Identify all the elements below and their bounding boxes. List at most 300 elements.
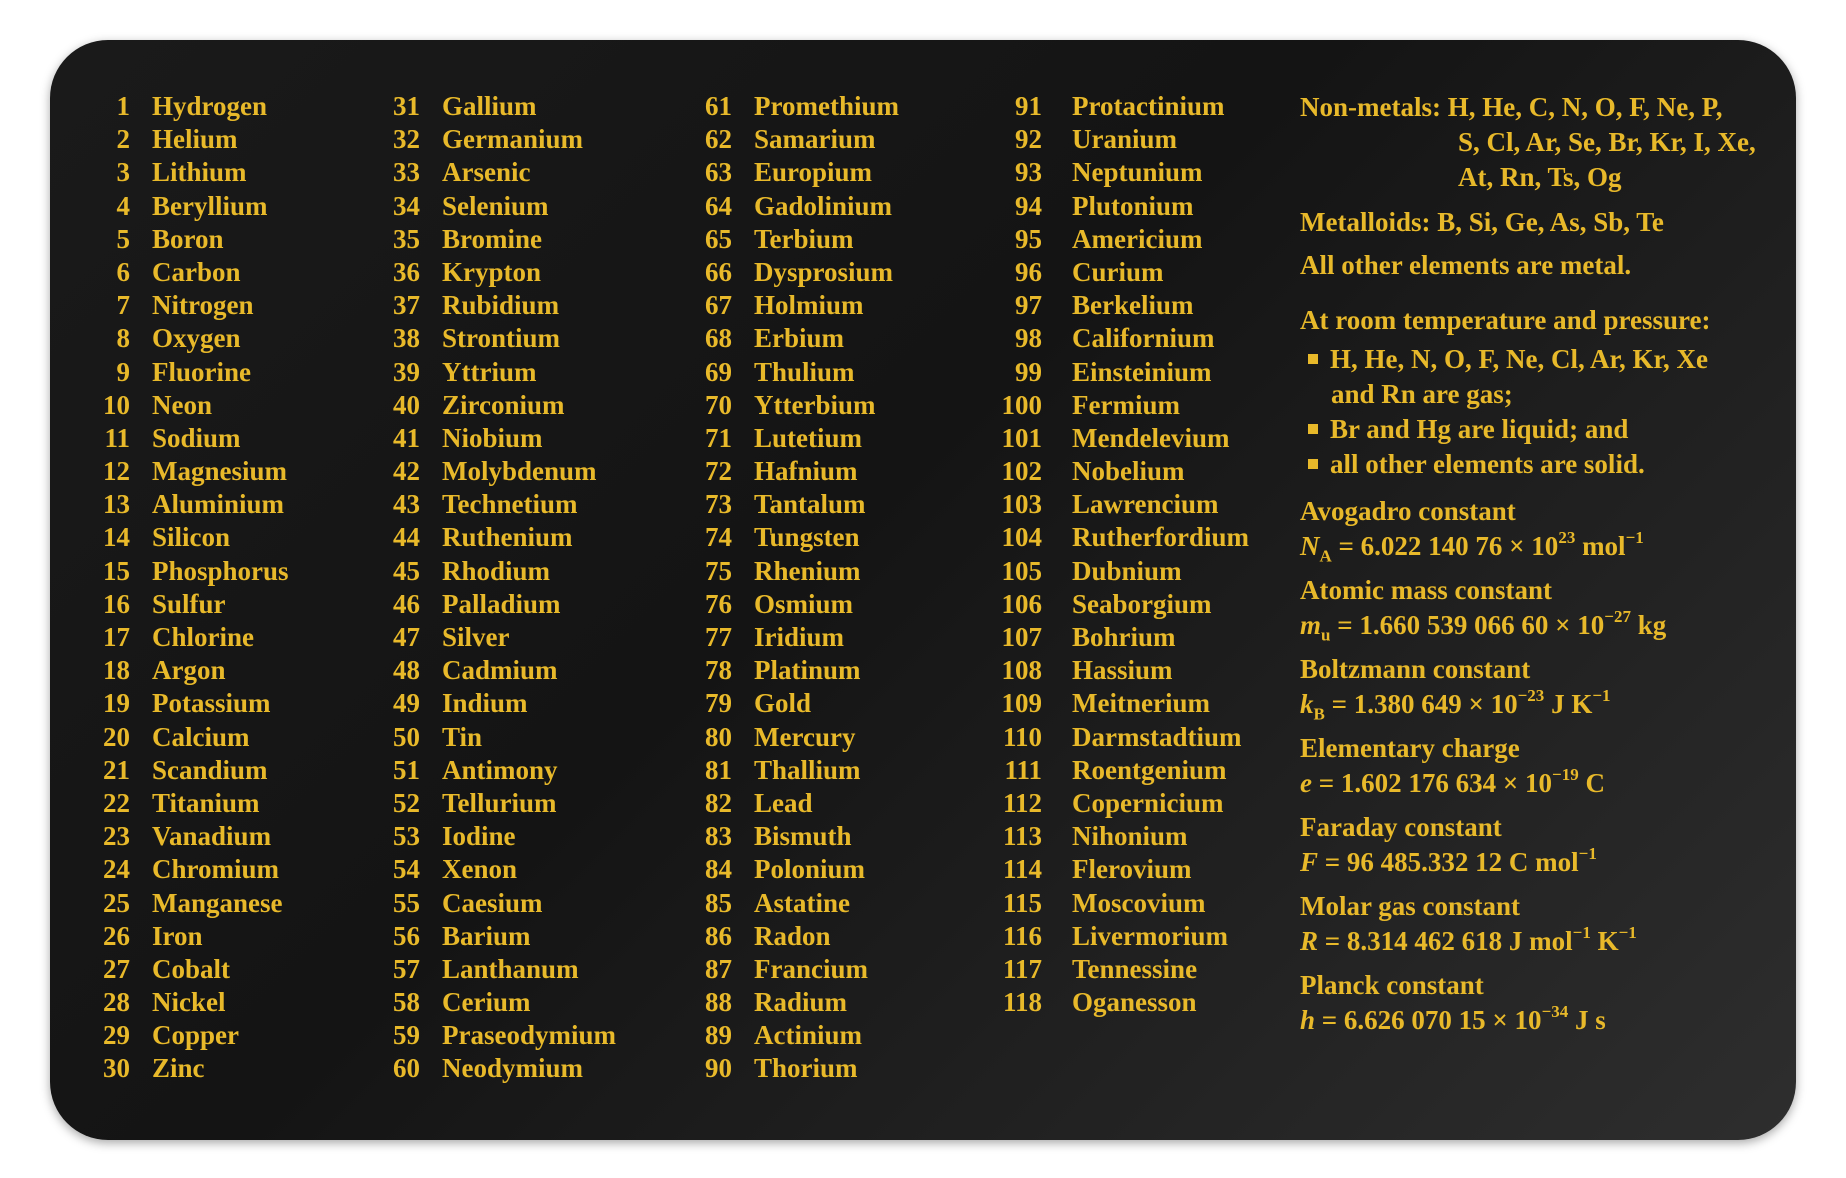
elements-column-2 [368, 90, 616, 1086]
element-row [970, 555, 1249, 588]
atomic-number: 112 [1002, 787, 1042, 818]
constant-sym: m [1300, 610, 1322, 640]
element-row [90, 190, 289, 223]
atomic-number: 102 [1001, 456, 1042, 487]
element-row [368, 721, 616, 754]
atomic-number: 83 [705, 821, 732, 852]
element-name: Germanium [442, 124, 583, 155]
element-name: Praseodymium [442, 1020, 616, 1051]
element-row [90, 1019, 289, 1052]
element-name: Holmium [754, 290, 864, 321]
element-name: Zirconium [442, 389, 565, 420]
gas-continued: and Rn are gas; [1331, 379, 1513, 409]
atomic-number: 118 [1002, 987, 1042, 1018]
element-row [90, 488, 289, 521]
element-name: Calcium [152, 721, 250, 752]
element-name: Thorium [754, 1053, 858, 1084]
constant-sym: e [1300, 768, 1312, 798]
element-name: Berkelium [1072, 290, 1194, 321]
elements-column-3 [680, 90, 899, 1086]
element-name: Erbium [754, 323, 845, 354]
element-row [680, 322, 899, 355]
element-row [680, 1019, 899, 1052]
constant-val1: = 1.660 539 066 60 × 10 [1330, 610, 1605, 640]
atomic-number: 115 [1002, 887, 1042, 918]
constant-value [1300, 687, 1780, 722]
element-name: Rubidium [442, 290, 560, 321]
element-name: Lutetium [754, 422, 862, 453]
element-name: Copper [152, 1020, 239, 1051]
element-name: Protactinium [1072, 91, 1225, 121]
element-row [368, 223, 616, 256]
element-name: Americium [1072, 223, 1203, 254]
atomic-number: 80 [705, 721, 732, 752]
constant-title: Atomic mass constant [1300, 575, 1552, 605]
element-name: Darmstadtium [1072, 721, 1242, 752]
element-row [680, 488, 899, 521]
element-name: Helium [152, 124, 238, 155]
atomic-number: 29 [103, 1020, 130, 1051]
element-row [680, 787, 899, 820]
element-row [680, 356, 899, 389]
element-row [368, 289, 616, 322]
atomic-number: 75 [705, 555, 732, 586]
element-row [680, 920, 899, 953]
element-row [368, 953, 616, 986]
element-name: Tungsten [754, 522, 860, 553]
atomic-number: 15 [103, 555, 130, 586]
bullet-icon [1308, 354, 1318, 364]
atomic-number: 19 [103, 688, 130, 719]
atomic-number: 23 [103, 821, 130, 852]
element-name: Fluorine [152, 356, 251, 387]
constant-exp2: −1 [1625, 528, 1644, 547]
element-row [368, 754, 616, 787]
element-row [970, 322, 1249, 355]
atomic-number: 2 [116, 124, 130, 155]
element-name: Chromium [152, 854, 280, 885]
element-row [680, 986, 899, 1019]
atomic-number: 6 [116, 256, 130, 287]
constant-val2: J K [1544, 689, 1593, 719]
element-name: Bohrium [1072, 622, 1176, 652]
atomic-number: 39 [393, 356, 420, 387]
atomic-number: 58 [393, 987, 420, 1018]
element-row [90, 953, 289, 986]
element-row [970, 853, 1249, 886]
element-row [368, 986, 616, 1019]
element-name: Nihonium [1072, 821, 1188, 852]
element-name: Cerium [442, 987, 531, 1018]
element-name: Oxygen [152, 323, 241, 354]
atomic-number: 49 [393, 688, 420, 719]
element-name: Hassium [1072, 655, 1173, 686]
atomic-number: 73 [705, 489, 732, 520]
element-row [680, 820, 899, 853]
element-name: Einsteinium [1072, 356, 1212, 387]
element-row [368, 621, 616, 654]
element-name: Sodium [152, 422, 241, 453]
element-row [368, 555, 616, 588]
element-name: Dubnium [1072, 555, 1182, 586]
element-name: Technetium [442, 489, 578, 520]
element-name: Iodine [442, 821, 516, 852]
element-name: Thulium [754, 356, 855, 387]
atomic-number: 97 [1015, 290, 1042, 321]
constant-exp2: −1 [1618, 923, 1637, 942]
element-name: Titanium [152, 787, 260, 818]
atomic-number: 40 [393, 389, 420, 420]
constant-val1: = 1.602 176 634 × 10 [1311, 768, 1553, 798]
atomic-number: 94 [1015, 190, 1042, 221]
atomic-number: 52 [393, 787, 420, 818]
atomic-number: 9 [116, 356, 130, 387]
element-name: Neodymium [442, 1053, 583, 1084]
element-row [970, 986, 1249, 1019]
element-row [90, 422, 289, 455]
element-name: Tellurium [442, 787, 557, 818]
element-name: Beryllium [152, 190, 268, 221]
element-row [368, 322, 616, 355]
element-row [368, 521, 616, 554]
atomic-number: 53 [393, 821, 420, 852]
atomic-number: 78 [705, 655, 732, 686]
element-row [90, 820, 289, 853]
constant-sub: B [1313, 704, 1325, 724]
element-row [970, 687, 1249, 720]
element-row [970, 721, 1249, 754]
element-name: Iridium [754, 622, 845, 652]
atomic-number: 86 [705, 920, 732, 951]
element-row [90, 521, 289, 554]
element-row [680, 621, 899, 654]
element-name: Yttrium [442, 356, 537, 387]
atomic-number: 88 [705, 987, 732, 1018]
rtp-heading: At room temperature and pressure: [1300, 305, 1711, 335]
element-name: Boron [152, 223, 224, 254]
element-name: Argon [152, 655, 226, 686]
atomic-number: 43 [393, 489, 420, 520]
solid-bullet [1300, 447, 1780, 482]
atomic-number: 30 [103, 1053, 130, 1084]
atomic-number: 8 [116, 323, 130, 354]
constant-title: Faraday constant [1300, 812, 1502, 842]
element-row [680, 887, 899, 920]
atomic-number: 85 [705, 887, 732, 918]
elements-column-1 [90, 90, 289, 1086]
atomic-number: 24 [103, 854, 130, 885]
element-name: Neon [152, 389, 212, 420]
element-row [680, 1052, 899, 1085]
constant-title: Planck constant [1300, 970, 1484, 1000]
constant-val1: = 6.626 070 15 × 10 [1315, 1005, 1542, 1035]
element-row [90, 389, 289, 422]
element-name: Cadmium [442, 655, 558, 686]
constant-sym: F [1300, 847, 1319, 877]
element-row [90, 986, 289, 1019]
element-row [368, 1019, 616, 1052]
atomic-number: 18 [103, 655, 130, 686]
atomic-number: 10 [103, 389, 130, 420]
element-name: Chlorine [152, 622, 255, 652]
element-name: Curium [1072, 256, 1164, 287]
element-name: Oganesson [1072, 987, 1197, 1018]
element-row [970, 422, 1249, 455]
constant-value [1300, 1003, 1780, 1038]
element-name: Meitnerium [1072, 688, 1210, 719]
element-row [680, 90, 899, 123]
constant-sym: k [1300, 689, 1314, 719]
atomic-number: 99 [1015, 356, 1042, 387]
element-name: Potassium [152, 688, 271, 719]
element-name: Hafnium [754, 456, 858, 487]
element-row [368, 190, 616, 223]
element-name: Moscovium [1072, 887, 1206, 918]
element-name: Magnesium [152, 456, 287, 487]
element-name: Palladium [442, 588, 561, 619]
element-row [680, 654, 899, 687]
atomic-number: 34 [393, 190, 420, 221]
element-row [90, 90, 289, 123]
element-row [680, 422, 899, 455]
atomic-number: 41 [393, 422, 420, 453]
atomic-number: 67 [705, 290, 732, 321]
atomic-number: 114 [1002, 854, 1042, 885]
element-row [680, 754, 899, 787]
element-row [970, 953, 1249, 986]
element-row [368, 256, 616, 289]
element-row [90, 289, 289, 322]
atomic-number: 21 [103, 754, 130, 785]
atomic-number: 51 [393, 754, 420, 785]
element-name: Platinum [754, 655, 861, 686]
atomic-number: 17 [103, 622, 130, 652]
atomic-number: 61 [705, 91, 732, 121]
atomic-number: 108 [1001, 655, 1042, 686]
atomic-number: 65 [705, 223, 732, 254]
element-row [970, 488, 1249, 521]
element-row [368, 887, 616, 920]
element-row [680, 156, 899, 189]
element-row [970, 289, 1249, 322]
atomic-number: 14 [103, 522, 130, 553]
atomic-number: 26 [103, 920, 130, 951]
atomic-number: 37 [393, 290, 420, 321]
element-row [970, 521, 1249, 554]
element-row [970, 621, 1249, 654]
element-name: Thallium [754, 754, 861, 785]
element-row [90, 754, 289, 787]
atomic-number: 111 [1004, 754, 1042, 785]
element-row [368, 156, 616, 189]
constant-val1: = 1.380 649 × 10 [1324, 689, 1518, 719]
constant-exp2: −1 [1592, 686, 1611, 705]
atomic-number: 77 [705, 622, 732, 652]
element-row [90, 123, 289, 156]
element-name: Arsenic [442, 157, 531, 188]
element-name: Bromine [442, 223, 542, 254]
element-name: Rhenium [754, 555, 861, 586]
atomic-number: 25 [103, 887, 130, 918]
element-row [90, 787, 289, 820]
element-name: Scandium [152, 754, 268, 785]
element-row [368, 588, 616, 621]
constant-val2: C [1578, 768, 1605, 798]
atomic-number: 3 [116, 157, 130, 188]
atomic-number: 50 [393, 721, 420, 752]
atomic-number: 107 [1001, 622, 1042, 652]
element-name: Hydrogen [152, 91, 268, 121]
element-row [970, 190, 1249, 223]
constant-exp1: −1 [1578, 844, 1597, 863]
atomic-number: 46 [393, 588, 420, 619]
atomic-number: 48 [393, 655, 420, 686]
constant-sym: N [1300, 531, 1320, 561]
atomic-number: 36 [393, 256, 420, 287]
atomic-number: 54 [393, 854, 420, 885]
element-row [680, 687, 899, 720]
constant-val2: K [1590, 926, 1619, 956]
element-row [90, 156, 289, 189]
atomic-number: 28 [103, 987, 130, 1018]
constants-list [1300, 494, 1780, 1038]
element-name: Rutherfordium [1072, 522, 1249, 553]
atomic-number: 92 [1015, 124, 1042, 155]
element-name: Tantalum [754, 489, 866, 520]
element-name: Gadolinium [754, 190, 893, 221]
element-name: Iron [152, 920, 203, 951]
element-name: Manganese [152, 887, 283, 918]
element-name: Actinium [754, 1020, 862, 1051]
atomic-number: 110 [1002, 721, 1042, 752]
atomic-number: 82 [705, 787, 732, 818]
element-name: Samarium [754, 124, 876, 155]
atomic-number: 62 [705, 124, 732, 155]
atomic-number: 117 [1002, 953, 1042, 984]
element-row [90, 920, 289, 953]
atomic-number: 71 [705, 422, 732, 453]
element-row [970, 90, 1249, 123]
element-name: Indium [442, 688, 528, 719]
constant-val1: = 6.022 140 76 × 10 [1331, 531, 1559, 561]
element-name: Lawrencium [1072, 489, 1219, 520]
element-name: Polonium [754, 854, 866, 885]
element-name: Neptunium [1072, 157, 1203, 188]
element-name: Cobalt [152, 953, 231, 984]
element-name: Osmium [754, 588, 854, 619]
atomic-number: 20 [103, 721, 130, 752]
nonmetals-line-3: At, Rn, Ts, Og [1458, 162, 1622, 192]
info-panel [1300, 90, 1780, 1038]
element-row [680, 721, 899, 754]
element-name: Ytterbium [754, 389, 876, 420]
element-row [970, 820, 1249, 853]
element-name: Niobium [442, 422, 543, 453]
liquid-text: Br and Hg are liquid; and [1330, 414, 1629, 444]
element-name: Barium [442, 920, 531, 951]
element-row [970, 256, 1249, 289]
element-row [90, 621, 289, 654]
atomic-number: 116 [1002, 920, 1042, 951]
element-row [90, 223, 289, 256]
element-row [970, 455, 1249, 488]
atomic-number: 66 [705, 256, 732, 287]
element-row [368, 687, 616, 720]
element-row [970, 156, 1249, 189]
element-row [970, 123, 1249, 156]
element-row [368, 455, 616, 488]
element-name: Livermorium [1072, 920, 1228, 951]
nonmetals-line-2: S, Cl, Ar, Se, Br, Kr, I, Xe, [1458, 127, 1756, 157]
constant-exp1: −23 [1517, 686, 1545, 705]
constant-exp1: −34 [1541, 1002, 1569, 1021]
element-row [970, 920, 1249, 953]
constant-val1: = 8.314 462 618 J mol [1318, 926, 1573, 956]
constant-sym: R [1300, 926, 1319, 956]
atomic-number: 103 [1001, 489, 1042, 520]
solid-text: all other elements are solid. [1330, 449, 1645, 479]
atomic-number: 22 [103, 787, 130, 818]
atomic-number: 91 [1015, 91, 1042, 121]
atomic-number: 57 [393, 953, 420, 984]
atomic-number: 27 [103, 953, 130, 984]
reference-card [50, 40, 1796, 1140]
atomic-number: 11 [104, 422, 130, 453]
element-row [368, 787, 616, 820]
atomic-number: 47 [393, 622, 420, 652]
constant-val1: = 96 485.332 12 C mol [1318, 847, 1579, 877]
element-row [970, 223, 1249, 256]
element-name: Dysprosium [754, 256, 894, 287]
liquid-bullet [1300, 412, 1780, 447]
element-name: Strontium [442, 323, 561, 354]
element-row [970, 754, 1249, 787]
element-row [680, 389, 899, 422]
element-row [680, 455, 899, 488]
element-name: Selenium [442, 190, 549, 221]
element-name: Lead [754, 787, 813, 818]
element-row [368, 920, 616, 953]
atomic-number: 60 [393, 1053, 420, 1084]
element-row [90, 588, 289, 621]
element-name: Astatine [754, 887, 850, 918]
element-name: Californium [1072, 323, 1215, 354]
element-row [368, 654, 616, 687]
constant-value [1300, 845, 1780, 880]
constant-sub: u [1321, 625, 1331, 645]
atomic-number: 90 [705, 1053, 732, 1084]
gas-text: H, He, N, O, F, Ne, Cl, Ar, Kr, Xe [1330, 344, 1708, 374]
element-name: Molybdenum [442, 456, 597, 487]
element-name: Vanadium [152, 821, 272, 852]
atomic-number: 74 [705, 522, 732, 553]
constant-title: Molar gas constant [1300, 891, 1520, 921]
atomic-number: 106 [1001, 588, 1042, 619]
atomic-number: 5 [116, 223, 130, 254]
element-name: Roentgenium [1072, 754, 1227, 785]
element-row [90, 1052, 289, 1085]
element-name: Tennessine [1072, 953, 1198, 984]
element-name: Mercury [754, 721, 856, 752]
element-name: Promethium [754, 91, 899, 121]
element-name: Xenon [442, 854, 518, 885]
atomic-number: 12 [103, 456, 130, 487]
element-row [680, 853, 899, 886]
atomic-number: 7 [116, 290, 130, 321]
element-name: Flerovium [1072, 854, 1192, 885]
atomic-number: 31 [393, 91, 420, 121]
atomic-number: 16 [103, 588, 130, 619]
